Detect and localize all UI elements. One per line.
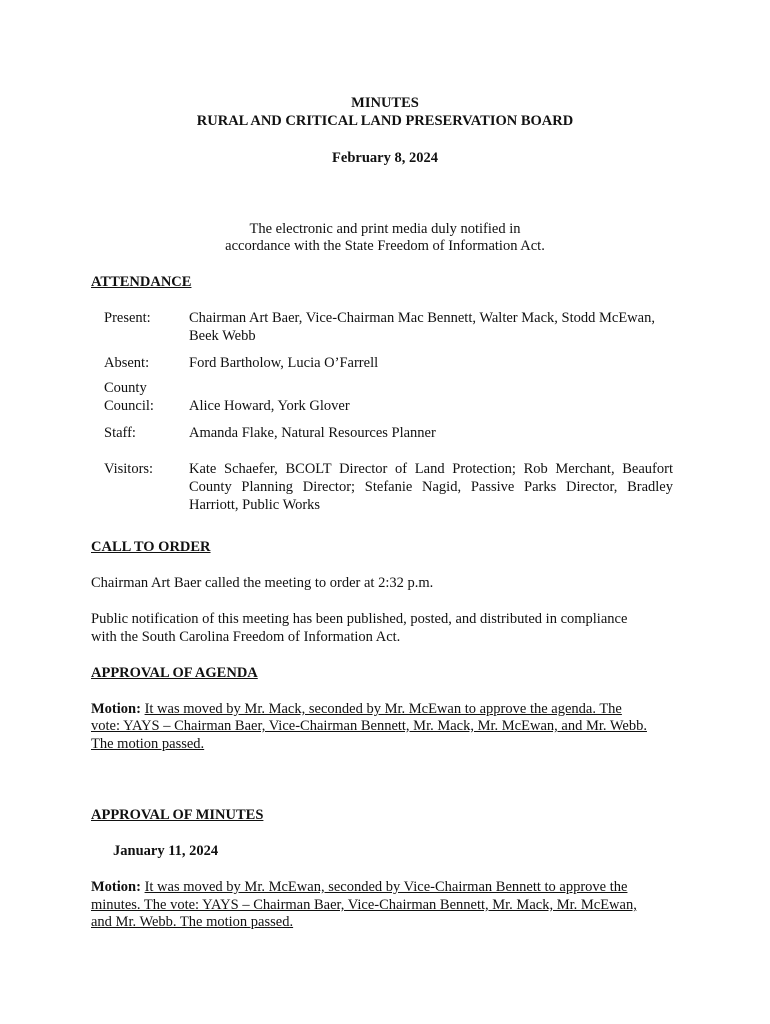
agenda-motion-text-1: It was moved by Mr. Mack, seconded by Mr. McEwan to approve the agenda. The xyxy=(144,701,622,717)
visitors-label: Visitors: xyxy=(104,461,154,477)
agenda-motion-label: Motion: xyxy=(91,701,141,717)
council-label-line-1: County xyxy=(104,380,147,396)
agenda-motion-line-2: vote: YAYS – Chairman Baer, Vice-Chairman Bennett, Mr. Mack, Mr. McEwan, and Mr. Webb. xyxy=(91,718,647,734)
board-name: RURAL AND CRITICAL LAND PRESERVATION BOARD xyxy=(196,113,574,129)
attendance-heading: ATTENDANCE xyxy=(91,274,192,290)
absent-value: Ford Bartholow, Lucia O’Farrell xyxy=(189,355,379,371)
public-notification-line-2: with the South Carolina Freedom of Information Act. xyxy=(91,629,401,645)
minutes-motion-line-3: and Mr. Webb. The motion passed. xyxy=(91,914,294,930)
agenda-motion-line-1 xyxy=(91,700,622,718)
present-label: Present: xyxy=(104,310,151,326)
agenda-motion-line-3: The motion passed. xyxy=(91,736,205,752)
approval-of-agenda-heading: APPROVAL OF AGENDA xyxy=(91,665,258,681)
notice-line-2: accordance with the State Freedom of Information Act. xyxy=(225,238,545,254)
meeting-date: February 8, 2024 xyxy=(332,150,438,166)
public-notification-line-1: Public notification of this meeting has been published, posted, and distributed in compliance xyxy=(91,611,628,627)
minutes-motion-text-1: It was moved by Mr. McEwan, seconded by Vice-Chairman Bennett to approve the xyxy=(144,879,628,895)
council-label-line-2: Council: xyxy=(104,398,154,414)
staff-value: Amanda Flake, Natural Resources Planner xyxy=(189,425,436,441)
minutes-date-subheading: January 11, 2024 xyxy=(113,843,219,859)
absent-label: Absent: xyxy=(104,355,150,371)
minutes-motion-line-2: minutes. The vote: YAYS – Chairman Baer, Vice-Chairman Bennett, Mr. Mack, Mr. McEwan, xyxy=(91,897,637,913)
call-to-order-heading: CALL TO ORDER xyxy=(91,539,211,555)
council-value: Alice Howard, York Glover xyxy=(189,398,350,414)
visitors-value: Kate Schaefer, BCOLT Director of Land Protection; Rob Merchant, Beaufort County Planning Director; Stefanie Nagid, Passive Parks Director, Bradley Harriott, Public Works xyxy=(189,461,673,513)
present-value-line-2: Beek Webb xyxy=(189,328,256,344)
minutes-motion-label: Motion: xyxy=(91,879,141,895)
call-to-order-text: Chairman Art Baer called the meeting to order at 2:32 p.m. xyxy=(91,575,434,591)
minutes-motion-line-1 xyxy=(91,878,627,896)
present-value-line-1: Chairman Art Baer, Vice-Chairman Mac Bennett, Walter Mack, Stodd McEwan, xyxy=(189,310,655,326)
document-title: MINUTES xyxy=(351,95,419,111)
staff-label: Staff: xyxy=(104,425,136,441)
approval-of-minutes-heading: APPROVAL OF MINUTES xyxy=(91,807,264,823)
notice-line-1: The electronic and print media duly notified in xyxy=(249,221,521,237)
